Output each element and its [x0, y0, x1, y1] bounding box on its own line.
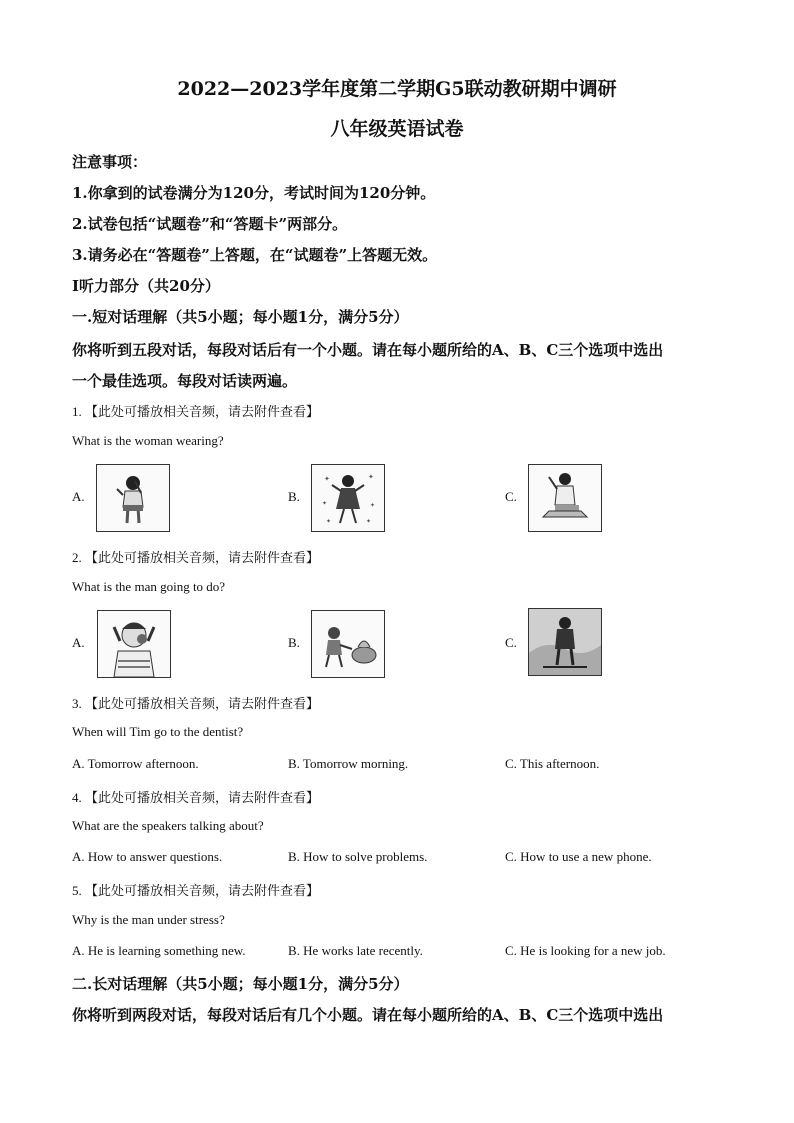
question-3-option-b[interactable]: B. Tomorrow morning.: [288, 756, 409, 771]
section1-heading: 一.短对话理解（共5小题；每小题1分，满分5分）: [72, 308, 409, 326]
notes-item-3: 3.请务必在“答题卷”上答题，在“试题卷”上答题无效。: [72, 246, 438, 264]
question-1-option-a-image[interactable]: [96, 464, 170, 532]
question-5-option-c[interactable]: C. He is looking for a new job.: [505, 943, 666, 958]
question-2-option-b-label: B.: [288, 635, 300, 650]
notes-item-2: 2.试卷包括“试题卷”和“答题卡”两部分。: [72, 215, 348, 233]
question-3-option-a[interactable]: A. Tomorrow afternoon.: [72, 756, 199, 771]
exam-subtitle: 八年级英语试卷: [330, 118, 464, 140]
question-1-number[interactable]: 1. 【此处可播放相关音频，请去附件查看】: [72, 404, 320, 419]
question-2-option-a-label: A.: [72, 635, 85, 650]
section1-instruction-2: 一个最佳选项。每段对话读两遍。: [72, 372, 298, 390]
notes-heading: 注意事项：: [72, 153, 148, 171]
question-4-option-c[interactable]: C. How to use a new phone.: [505, 849, 652, 864]
svg-text:✦: ✦: [366, 518, 372, 525]
question-1-option-a-label: A.: [72, 489, 85, 504]
question-4-option-b[interactable]: B. How to solve problems.: [288, 849, 428, 864]
question-1-option-c-image[interactable]: [528, 464, 602, 532]
svg-text:✦: ✦: [368, 473, 374, 481]
question-3-option-c[interactable]: C. This afternoon.: [505, 756, 600, 771]
section2-heading: 二.长对话理解（共5小题；每小题1分，满分5分）: [72, 975, 409, 993]
question-1-option-b-label: B.: [288, 489, 300, 504]
question-3-number[interactable]: 3. 【此处可播放相关音频，请去附件查看】: [72, 696, 320, 711]
question-1-text: What is the woman wearing?: [72, 433, 224, 448]
question-4-text: What are the speakers talking about?: [72, 818, 264, 833]
question-5-text: Why is the man under stress?: [72, 912, 225, 927]
question-1-option-b-image[interactable]: [311, 464, 385, 532]
question-5-number[interactable]: 5. 【此处可播放相关音频，请去附件查看】: [72, 883, 320, 898]
question-5-option-a[interactable]: A. He is learning something new.: [72, 943, 246, 958]
question-3-text: When will Tim go to the dentist?: [72, 724, 244, 739]
question-4-number[interactable]: 4. 【此处可播放相关音频，请去附件查看】: [72, 790, 320, 805]
svg-text:✦: ✦: [324, 475, 330, 483]
svg-text:✦: ✦: [322, 500, 328, 507]
section1-instruction-1: 你将听到五段对话，每段对话后有一个小题。请在每小题所给的A、B、C三个选项中选出: [72, 341, 664, 359]
question-2-option-c-label: C.: [505, 635, 517, 650]
part1-heading: Ⅰ听力部分（共20分）: [72, 277, 220, 295]
notes-item-1: 1.你拿到的试卷满分为120分，考试时间为120分钟。: [72, 184, 436, 202]
exam-title: 2022—2023学年度第二学期G5联动教研期中调研: [177, 78, 617, 100]
question-1-option-c-label: C.: [505, 489, 517, 504]
svg-text:✦: ✦: [326, 518, 332, 525]
question-2-option-b-image[interactable]: [311, 610, 385, 678]
question-5-option-b[interactable]: B. He works late recently.: [288, 943, 423, 958]
question-2-option-a-image[interactable]: [97, 610, 171, 678]
question-2-text: What is the man going to do?: [72, 579, 226, 594]
question-2-option-c-image[interactable]: [528, 608, 602, 676]
svg-text:✦: ✦: [370, 502, 376, 509]
section2-instruction-1: 你将听到两段对话，每段对话后有几个小题。请在每小题所给的A、B、C三个选项中选出: [72, 1006, 664, 1024]
question-4-option-a[interactable]: A. How to answer questions.: [72, 849, 223, 864]
question-2-number[interactable]: 2. 【此处可播放相关音频，请去附件查看】: [72, 550, 320, 565]
